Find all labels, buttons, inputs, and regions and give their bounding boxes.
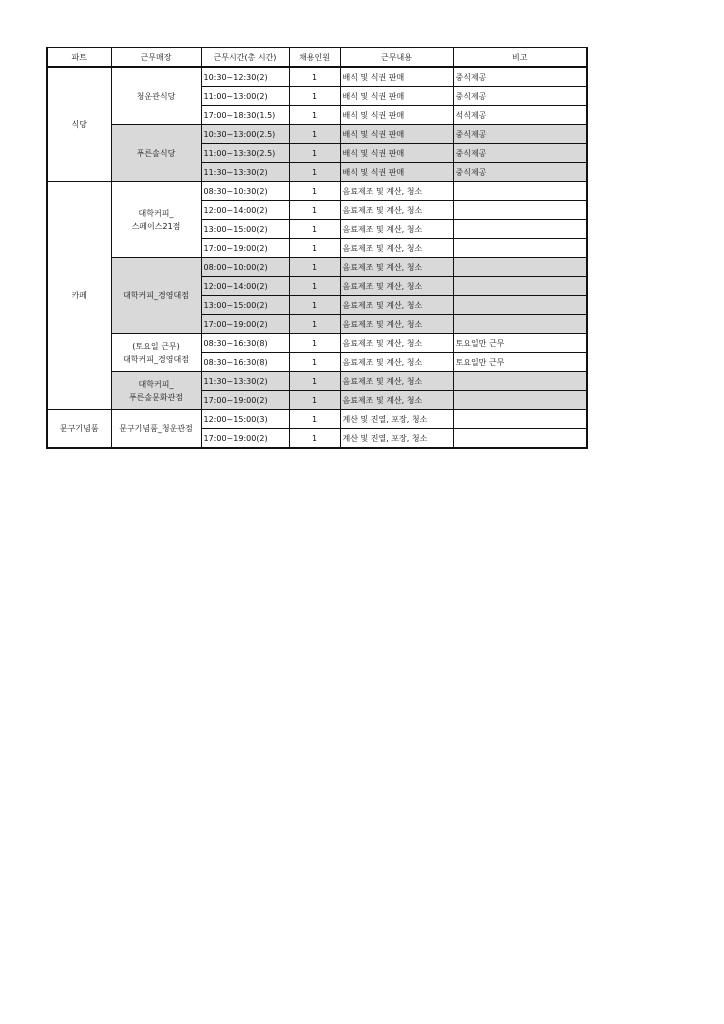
hours-cell: 12:00~15:00(3) — [201, 410, 289, 429]
header-row — [47, 48, 587, 68]
hours-cell: 08:30~16:30(8) — [201, 334, 289, 353]
note-cell — [453, 258, 587, 277]
hours-cell: 11:00~13:30(2.5) — [201, 144, 289, 163]
note-cell — [453, 391, 587, 410]
headcount-cell: 1 — [289, 220, 340, 239]
headcount-cell: 1 — [289, 239, 340, 258]
headcount-cell: 1 — [289, 429, 340, 449]
store-cell: 문구기념품_청운관점 — [111, 410, 201, 449]
note-cell — [453, 410, 587, 429]
store-line: 대학커피_ — [138, 379, 174, 389]
duty-cell: 음료제조 및 계산, 청소 — [340, 277, 453, 296]
duty-cell: 계산 및 진열, 포장, 청소 — [340, 410, 453, 429]
work-schedule-table — [46, 47, 588, 449]
table-row — [47, 67, 587, 87]
store-cell: 청운관식당 — [111, 67, 201, 125]
hours-cell: 12:00~14:00(2) — [201, 277, 289, 296]
header-hours: 근무시간(총 시간) — [201, 48, 289, 68]
note-cell: 중식제공 — [453, 163, 587, 182]
header-part: 파트 — [47, 48, 111, 68]
duty-cell: 배식 및 식권 판매 — [340, 87, 453, 106]
headcount-cell: 1 — [289, 163, 340, 182]
note-cell: 토요일만 근무 — [453, 353, 587, 372]
note-cell — [453, 372, 587, 391]
duty-cell: 배식 및 식권 판매 — [340, 163, 453, 182]
header-headcount: 채용인원 — [289, 48, 340, 68]
headcount-cell: 1 — [289, 391, 340, 410]
duty-cell: 음료제조 및 계산, 청소 — [340, 315, 453, 334]
note-cell — [453, 201, 587, 220]
headcount-cell: 1 — [289, 277, 340, 296]
store-line: 대학커피_ — [138, 208, 174, 218]
headcount-cell: 1 — [289, 353, 340, 372]
header-note: 비고 — [453, 48, 587, 68]
duty-cell: 배식 및 식권 판매 — [340, 144, 453, 163]
hours-cell: 17:00~19:00(2) — [201, 429, 289, 449]
note-cell: 토요일만 근무 — [453, 334, 587, 353]
headcount-cell: 1 — [289, 334, 340, 353]
duty-cell: 음료제조 및 계산, 청소 — [340, 334, 453, 353]
hours-cell: 11:30~13:30(2) — [201, 372, 289, 391]
note-cell: 중식제공 — [453, 125, 587, 144]
store-cell — [111, 182, 201, 258]
hours-cell: 17:00~18:30(1.5) — [201, 106, 289, 125]
hours-cell: 13:00~15:00(2) — [201, 220, 289, 239]
note-cell — [453, 277, 587, 296]
duty-cell: 배식 및 식권 판매 — [340, 67, 453, 87]
headcount-cell: 1 — [289, 372, 340, 391]
duty-cell: 음료제조 및 계산, 청소 — [340, 353, 453, 372]
duty-cell: 음료제조 및 계산, 청소 — [340, 182, 453, 201]
store-cell: 대학커피_경영대점 — [111, 258, 201, 334]
duty-cell: 배식 및 식권 판매 — [340, 125, 453, 144]
note-cell — [453, 429, 587, 449]
store-cell — [111, 372, 201, 410]
hours-cell: 11:30~13:30(2) — [201, 163, 289, 182]
headcount-cell: 1 — [289, 315, 340, 334]
hours-cell: 08:00~10:00(2) — [201, 258, 289, 277]
table-row — [47, 372, 587, 391]
duty-cell: 음료제조 및 계산, 청소 — [340, 201, 453, 220]
part-cell: 문구기념품 — [47, 410, 111, 449]
duty-cell: 계산 및 진열, 포장, 청소 — [340, 429, 453, 449]
store-line: 대학커피_경영대점 — [123, 354, 189, 364]
duty-cell: 음료제조 및 계산, 청소 — [340, 258, 453, 277]
hours-cell: 17:00~19:00(2) — [201, 315, 289, 334]
duty-cell: 음료제조 및 계산, 청소 — [340, 391, 453, 410]
hours-cell: 11:00~13:00(2) — [201, 87, 289, 106]
headcount-cell: 1 — [289, 182, 340, 201]
headcount-cell: 1 — [289, 410, 340, 429]
duty-cell: 음료제조 및 계산, 청소 — [340, 296, 453, 315]
note-cell: 중식제공 — [453, 67, 587, 87]
note-cell: 중식제공 — [453, 87, 587, 106]
headcount-cell: 1 — [289, 125, 340, 144]
headcount-cell: 1 — [289, 258, 340, 277]
headcount-cell: 1 — [289, 67, 340, 87]
note-cell — [453, 296, 587, 315]
headcount-cell: 1 — [289, 296, 340, 315]
store-line: 푸른솔문화관점 — [128, 392, 184, 402]
store-cell — [111, 334, 201, 372]
note-cell — [453, 182, 587, 201]
hours-cell: 13:00~15:00(2) — [201, 296, 289, 315]
headcount-cell: 1 — [289, 106, 340, 125]
table-row — [47, 258, 587, 277]
table-row — [47, 334, 587, 353]
note-cell — [453, 239, 587, 258]
part-cell: 카페 — [47, 182, 111, 410]
store-line: (토요일 근무) — [132, 341, 180, 351]
duty-cell: 음료제조 및 계산, 청소 — [340, 372, 453, 391]
note-cell — [453, 220, 587, 239]
hours-cell: 10:30~13:00(2.5) — [201, 125, 289, 144]
hours-cell: 08:30~10:30(2) — [201, 182, 289, 201]
headcount-cell: 1 — [289, 144, 340, 163]
duty-cell: 음료제조 및 계산, 청소 — [340, 239, 453, 258]
header-store: 근무매장 — [111, 48, 201, 68]
hours-cell: 17:00~19:00(2) — [201, 239, 289, 258]
hours-cell: 12:00~14:00(2) — [201, 201, 289, 220]
hours-cell: 08:30~16:30(8) — [201, 353, 289, 372]
duty-cell: 배식 및 식권 판매 — [340, 106, 453, 125]
table-row — [47, 182, 587, 201]
hours-cell: 10:30~12:30(2) — [201, 67, 289, 87]
table-row — [47, 410, 587, 429]
store-cell: 푸른솔식당 — [111, 125, 201, 182]
headcount-cell: 1 — [289, 87, 340, 106]
duty-cell: 음료제조 및 계산, 청소 — [340, 220, 453, 239]
header-duty: 근무내용 — [340, 48, 453, 68]
store-line: 스페이스21점 — [131, 221, 181, 231]
note-cell: 중식제공 — [453, 144, 587, 163]
table-row — [47, 125, 587, 144]
note-cell: 석식제공 — [453, 106, 587, 125]
headcount-cell: 1 — [289, 201, 340, 220]
note-cell — [453, 315, 587, 334]
hours-cell: 17:00~19:00(2) — [201, 391, 289, 410]
part-cell: 식당 — [47, 67, 111, 182]
